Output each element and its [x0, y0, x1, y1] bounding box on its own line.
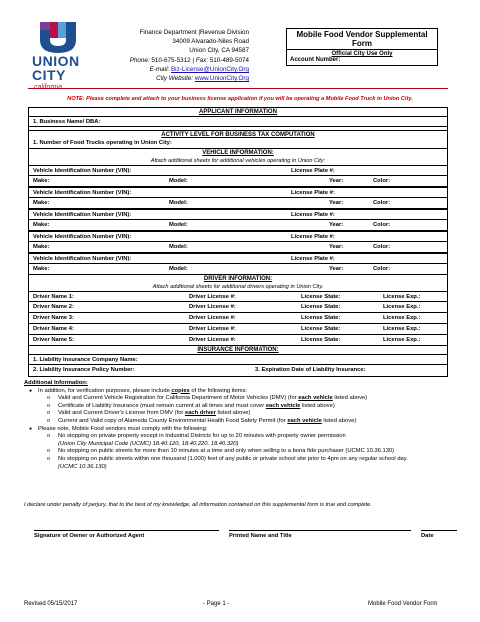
year-label[interactable]: Year: [329, 222, 344, 228]
dept-line-3: Union City, CA 94587 [189, 47, 249, 55]
website-line [130, 74, 249, 83]
insurance-section-header: INSURANCE INFORMATION: [197, 347, 279, 353]
vin-label[interactable]: Vehicle Identification Number (VIN): [33, 168, 132, 174]
color-label[interactable]: Color: [373, 244, 391, 250]
color-label[interactable]: Color: [373, 178, 391, 184]
form-title-box [286, 28, 438, 66]
model-label[interactable]: Model: [169, 178, 188, 184]
vehicle-make-row [29, 220, 447, 231]
additional-information [24, 380, 464, 471]
logo-text-city: CITY [32, 67, 66, 83]
official-use-label: Official City Use Only [331, 51, 393, 57]
comply-item-1: o No stopping on private property except in Industrial Districts for up to 20 minutes with property owner permission [24, 433, 464, 441]
driver-row [29, 313, 447, 324]
license-state-label[interactable]: License State: [301, 326, 341, 332]
year-label[interactable]: Year: [329, 200, 344, 206]
copies-item-4: o Current and Valid copy of Alameda County Environmental Health Food Safety Permit (for each vehicle listed above) [24, 418, 464, 426]
license-exp-label[interactable]: License Exp.: [383, 294, 421, 300]
driver-row [29, 302, 447, 313]
comply-item-1-cite: (Union City Municipal Code (UCMC) 18.40.120, 18.40.220, 18.40.320) [58, 440, 239, 447]
vehicle-make-row [29, 242, 447, 253]
footer-revised: Revised 05/15/2017 [24, 601, 78, 607]
license-plate-label[interactable]: License Plate #: [291, 168, 335, 174]
make-label[interactable]: Make: [33, 222, 50, 228]
driver-license-label[interactable]: Driver License #: [189, 304, 236, 310]
email-line [130, 65, 249, 74]
license-exp-label[interactable]: License Exp.: [383, 304, 421, 310]
copies-item-3: o Valid and Current Driver's License from DMV (for each driver listed above) [24, 410, 464, 418]
driver-section-header: DRIVER INFORMATION: [203, 276, 273, 282]
form-table [28, 107, 448, 377]
license-plate-label[interactable]: License Plate #: [291, 212, 335, 218]
driver-row [29, 324, 447, 335]
comply-item-3: o No stopping on public streets within one thousand (1,000) feet of any public or private school site prior to 4pm on any regular school day. [24, 456, 464, 464]
color-label[interactable]: Color: [373, 200, 391, 206]
copies-item-2: o Certificate of Liability Insurance (must remain current at all times and must cover each vehicle listed above) [24, 403, 464, 411]
email-link[interactable]: Biz-License@UnionCity.Org [170, 65, 249, 73]
license-plate-label[interactable]: License Plate #: [291, 190, 335, 196]
vin-label[interactable]: Vehicle Identification Number (VIN): [33, 212, 132, 218]
vehicle-make-row [29, 176, 447, 187]
year-label[interactable]: Year: [329, 266, 344, 272]
driver-name-label[interactable]: Driver Name 3: [33, 315, 74, 321]
city-logo-mark-icon [36, 20, 80, 54]
city-logo [30, 20, 88, 95]
license-exp-label[interactable]: License Exp.: [383, 315, 421, 321]
make-label[interactable]: Make: [33, 266, 50, 272]
food-trucks-label: 1. Number of Food Trucks operating in Union City: [33, 140, 172, 146]
applicant-section-header: APPLICANT INFORMATION [199, 109, 277, 115]
logo-text-union: UNION [32, 53, 80, 69]
color-label[interactable]: Color: [373, 266, 391, 272]
header-divider [28, 88, 448, 89]
logo-text-california: california [34, 84, 63, 91]
driver-license-label[interactable]: Driver License #: [189, 315, 236, 321]
driver-license-label[interactable]: Driver License #: [189, 326, 236, 332]
phone-fax-line: Phone: 510-675-5312 | Fax: 510-489-5074 [129, 56, 249, 64]
model-label[interactable]: Model: [169, 266, 188, 272]
website-label: City Website: [156, 75, 194, 83]
model-label[interactable]: Model: [169, 200, 188, 206]
business-name-label: 1. Business Name/ DBA: [33, 119, 101, 125]
driver-rows [29, 291, 447, 346]
comply-item-3-cite: (UCMC 10.36.130) [58, 463, 107, 470]
license-state-label[interactable]: License State: [301, 337, 341, 343]
license-exp-label[interactable]: License Exp.: [383, 337, 421, 343]
vehicle-rows [29, 165, 447, 275]
footer-page-number: - Page 1 - [203, 601, 230, 607]
driver-row [29, 335, 447, 346]
vin-label[interactable]: Vehicle Identification Number (VIN): [33, 234, 132, 240]
model-label[interactable]: Model: [169, 244, 188, 250]
vehicle-make-row [29, 264, 447, 275]
insurance-policy-row [29, 365, 447, 376]
license-state-label[interactable]: License State: [301, 294, 341, 300]
vehicle-vin-row [29, 165, 447, 176]
date-line[interactable]: Date [421, 530, 457, 539]
driver-license-label[interactable]: Driver License #: [189, 294, 236, 300]
make-label[interactable]: Make: [33, 244, 50, 250]
additional-info-heading: Additional Information: [24, 380, 88, 386]
make-label[interactable]: Make: [33, 200, 50, 206]
phone-label: Phone: [129, 56, 150, 64]
fax-label: Fax: [195, 56, 209, 64]
driver-name-label[interactable]: Driver Name 2: [33, 304, 74, 310]
make-label[interactable]: Make: [33, 178, 50, 184]
driver-name-label[interactable]: Driver Name 5: [33, 337, 74, 343]
year-label[interactable]: Year: [329, 244, 344, 250]
dept-line-2: 34009 Alvarado-Niles Road [172, 38, 249, 46]
driver-license-label[interactable]: Driver License #: [189, 337, 236, 343]
copies-bullet: ● In addition, for verification purposes, please include copies of the following items: [24, 388, 464, 396]
footer-form-name: Mobile Food Vendor Form [368, 601, 438, 607]
vehicle-vin-row [29, 187, 447, 198]
phone-number: 510-675-5312 [151, 56, 191, 64]
color-label[interactable]: Color: [373, 222, 391, 228]
insurance-expiration-label[interactable]: 3. Expiration Date of Liability Insurance: [255, 367, 366, 373]
vin-label[interactable]: Vehicle Identification Number (VIN): [33, 190, 132, 196]
vehicle-vin-row [29, 231, 447, 242]
driver-row [29, 291, 447, 302]
comply-bullet: ● Please note, Mobile Food vendors must comply with the following: [24, 426, 464, 434]
dept-line-1: Finance Department |Revenue Division [139, 29, 249, 36]
model-label[interactable]: Model: [169, 222, 188, 228]
license-exp-label[interactable]: License Exp.: [383, 326, 421, 332]
driver-name-label[interactable]: Driver Name 1: [33, 294, 74, 300]
department-contact-block [130, 28, 249, 83]
driver-name-label[interactable]: Driver Name 4: [33, 326, 74, 332]
insurance-company-label: 1. Liability Insurance Company Name: [33, 357, 138, 363]
fax-number: 510-489-5074 [209, 56, 249, 64]
license-state-label[interactable]: License State: [301, 315, 341, 321]
vehicle-subnote: Attach additional sheets for additional vehicles operating in Union City: [150, 158, 326, 164]
insurance-company-field[interactable] [29, 354, 447, 365]
vehicle-vin-row [29, 253, 447, 264]
year-label[interactable]: Year: [329, 178, 344, 184]
license-state-label[interactable]: License State: [301, 304, 341, 310]
insurance-policy-label[interactable]: 2. Liability Insurance Policy Number: [33, 367, 135, 373]
food-trucks-count-field[interactable] [29, 138, 447, 149]
vin-label[interactable]: Vehicle Identification Number (VIN): [33, 256, 132, 262]
business-name-field[interactable] [29, 116, 447, 127]
declaration-text: I declare under penalty of perjury, that to the best of my knowledge, all information contained on this supplemental form is true and complete. [24, 502, 372, 508]
comply-item-2: o No stopping on public streets for more than 10 minutes at a time and only when selling to a bona fide purchaser (UCMC 10.36.130) [24, 448, 464, 456]
license-plate-label[interactable]: License Plate #: [291, 256, 335, 262]
copies-item-1: o Valid and Current Vehicle Registration for California Department of Motor Vehicles (DMV) (for each vehicle listed above) [24, 395, 464, 403]
vehicle-make-row [29, 198, 447, 209]
license-plate-label[interactable]: License Plate #: [291, 234, 335, 240]
printed-name-line[interactable]: Printed Name and Title [229, 530, 411, 539]
signature-line[interactable]: Signature of Owner or Authorized Agent [34, 530, 219, 539]
account-number-field[interactable]: Account Number: [290, 57, 341, 63]
vehicle-section-header: VEHICLE INFORMATION: [202, 150, 274, 156]
email-label: E-mail: [149, 65, 170, 73]
instruction-note: NOTE: Please complete and attach to your business license application if you will be operating a Mobile Food Truck in Union City. [67, 96, 413, 102]
form-title: Mobile Food Vendor Supplemental Form [287, 29, 437, 50]
activity-section-header: ACTIVITY LEVEL FOR BUSINESS TAX COMPUTATION [29, 130, 447, 138]
website-link[interactable]: www.UnionCity.Org [194, 75, 249, 83]
driver-subnote: Attach additional sheets for additional drivers operating in Union City. [152, 284, 324, 290]
vehicle-vin-row [29, 209, 447, 220]
